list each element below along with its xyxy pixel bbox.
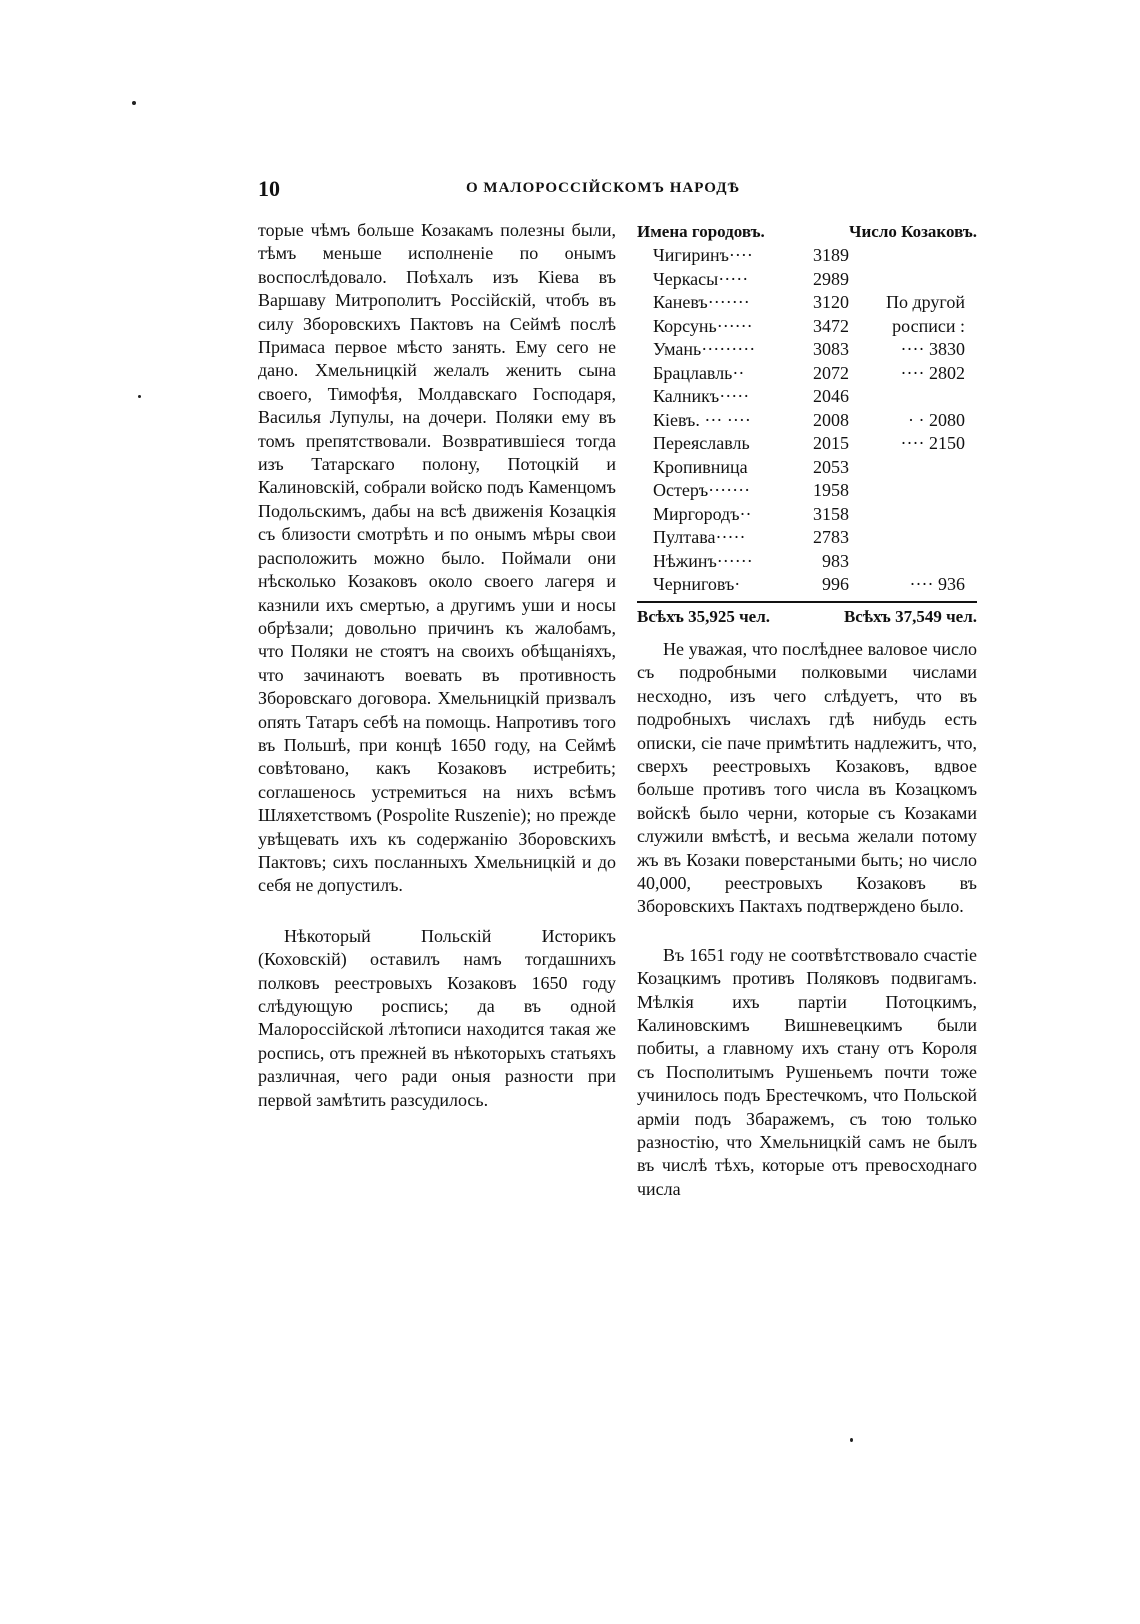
city-name: Чигиринъ····: [653, 245, 753, 265]
cossack-count: 3083: [813, 339, 850, 359]
cossack-count: 3158: [813, 503, 850, 524]
cossack-count: 983: [822, 550, 850, 571]
city-name: Пултава·····: [653, 527, 746, 547]
cossack-count: 2015: [813, 433, 850, 453]
cossack-count: 996: [822, 574, 850, 594]
cossack-count: 2783: [813, 527, 850, 547]
other-list-count: [849, 385, 977, 409]
other-list-count: ···· 936: [909, 574, 965, 594]
city-name: Кіевъ. ··· ····: [653, 409, 751, 430]
city-name: Переяславль: [653, 433, 750, 453]
right-paragraph-1: Не уважая, что послѣднее валовое число съ подробными полковыми числами несходно, изъ чего слѣдуетъ, что въ подробныхъ числахъ гдѣ нибудь есть описки, сіе паче примѣтить надлежитъ, что, сверхъ реестровыхъ Козаковъ, вдвое больше противъ того числа въ Козацкомъ войскѣ было черни, которые съ Козаками служили вмѣстѣ, и весьма желали потому жъ въ Козаки поверстаными быть; но число 40,000, реестровыхъ Козаковъ въ Зборовскихъ Пактахъ подтверждено было.: [637, 638, 977, 917]
paragraph-gap: [258, 898, 616, 925]
city-name: Брацлавль··: [653, 362, 745, 383]
table-row: [637, 526, 977, 550]
other-list-count: [849, 456, 977, 480]
table-row: [637, 244, 977, 268]
cossack-count: 2053: [813, 456, 850, 477]
city-name: Черниговъ·: [653, 574, 741, 594]
city-name: Остеръ·······: [653, 480, 751, 500]
right-paragraph-2: Въ 1651 году не соотвѣтствовало счастіе Козацкимъ противъ Поляковъ подвигамъ. Мѣлкія ихъ партіи Потоцкимъ, Калиновскимъ Вишневецкимъ были побиты, а главному ихъ стану отъ Короля съ Посполитымъ Рушеньемъ почти тоже учинилось подъ Брестечкомъ, что Польской арміи подъ Збаражемъ, съ тою только разностію, что Хмельницкій самъ не былъ въ числѣ тѣхъ, которые отъ превосходнаго числа: [637, 944, 977, 1199]
city-name: Нѣжинъ······: [653, 550, 753, 571]
city-name: Умань·········: [653, 339, 756, 359]
table-body: [637, 244, 977, 597]
ink-speck: [132, 101, 136, 105]
table-row: [637, 503, 977, 527]
total-first-list: Всѣхъ 35,925 чел.: [637, 606, 771, 626]
city-name: Корсунь······: [653, 315, 753, 336]
regiment-table: [637, 220, 977, 597]
left-paragraph-2: Нѣкоторый Польскій Историкъ (Коховскій) оставилъ намъ тогдашнихъ полковъ реестровыхъ Козаковъ 1650 году слѣдующую роспись; да въ одной Малороссійской лѣтописи находится такая же роспись, отъ прежней въ нѣкоторыхъ статьяхъ различная, чего ради оныя разности при первой замѣтить разсудилось.: [258, 925, 616, 1110]
left-paragraph-1: торые чѣмъ больше Козакамъ полезны были, тѣмъ меньше исполненіе по онымъ воспослѣдовало. Поѣхалъ изъ Кіева въ Варшаву Митрополитъ Россійскій, чтобъ въ силу Зборовскихъ Пактовъ на Сеймѣ послѣ Примаса первое мѣсто занять. Ему сего не дано. Хмельницкій желалъ женить сына своего, Тимофѣя, Молдавскаго Господаря, Василья Лупулы, на дочери. Поляки ему въ томъ препятствовали. Возвратившіеся тогда изъ Татарскаго полону, Потоцкій и Калиновскій, собрали войско подъ Каменцомъ Подольскимъ, дабы на всѣ движенія Козацкія съ близости смотрѣть и по онымъ мѣры свои расположить можно было. Поймали они нѣсколько Козаковъ около своего лагеря и казнили ихъ смертью, а другимъ уши и носы обрѣзали; довольно причинъ къ жалобамъ, что Поляки не стоятъ на своихъ обѣщаніяхъ, что зачинаютъ воевать въ противность Зборовскаго договора. Хмельницкій призвалъ опять Татаръ себѣ на помощь. Напротивъ того въ Польшѣ, при концѣ 1650 году, на Сеймѣ совѣтовано, какъ Козаковъ истребить; соглашенось устремиться на нихъ всѣмъ Шляхетствомъ (Pospolite Ruszenie); но прежде увѣщевать ихъ къ содержанію Зборовскихъ Пактовъ; сихъ посланныхъ Хмельницкій и до себя не допустилъ.: [258, 220, 616, 896]
cossack-count: 3120: [813, 292, 850, 312]
table-row: [637, 385, 977, 409]
other-list-count: · · 2080: [908, 409, 965, 430]
total-second-list: Всѣхъ 37,549 чел.: [843, 606, 977, 626]
table-row: [637, 362, 977, 386]
cossack-count: 3472: [813, 315, 850, 336]
city-name: Кропивница: [653, 456, 748, 477]
cossack-count: 1958: [813, 480, 850, 500]
cossack-count: 2989: [813, 268, 850, 289]
ink-speck: [138, 395, 141, 398]
table-row: [637, 573, 977, 597]
page-number: 10: [258, 176, 280, 201]
city-name: Каневъ·······: [653, 292, 750, 312]
other-list-count: ···· 2802: [900, 362, 965, 383]
table-row: [637, 409, 977, 433]
other-list-count: [849, 268, 977, 292]
left-column: [258, 219, 616, 1112]
cossack-count: 2046: [813, 386, 850, 406]
header-count: Число Козаковъ.: [849, 222, 977, 242]
city-name: Миргородъ··: [653, 503, 752, 524]
right-column: [637, 220, 977, 1201]
table-row: [637, 315, 977, 339]
other-list-label: По другой: [886, 292, 965, 312]
totals-row: [637, 605, 977, 628]
other-list-count: [849, 503, 977, 527]
table-row: [637, 432, 977, 456]
table-row: [637, 456, 977, 480]
other-list-count: ···· 3830: [900, 339, 965, 359]
table-row: [637, 550, 977, 574]
city-name: Калникъ·····: [653, 386, 750, 406]
table-row: [637, 479, 977, 503]
other-list-count: [849, 526, 977, 550]
header-city: Имена городовъ.: [637, 222, 765, 242]
table-row: [637, 338, 977, 362]
table-header-row: [637, 220, 977, 244]
paragraph-gap: [637, 919, 977, 944]
table-row: [637, 291, 977, 315]
other-list-count: ···· 2150: [900, 433, 965, 453]
ink-speck: [850, 1438, 853, 1442]
other-list-count: [849, 315, 977, 339]
other-list-count: [849, 291, 977, 315]
spacer: [637, 628, 977, 638]
cossack-count: 2072: [813, 362, 850, 383]
page-header: [258, 176, 972, 208]
running-title: О МАЛОРОССІЙСКОМЪ НАРОДѢ: [466, 180, 741, 196]
cossack-count: 2008: [813, 409, 850, 430]
cossack-count: 3189: [813, 245, 850, 265]
city-name: Черкасы·····: [653, 268, 749, 289]
other-list-label: росписи :: [892, 315, 965, 336]
other-list-count: [849, 479, 977, 503]
other-list-count: [849, 550, 977, 574]
total-rule: [637, 601, 977, 603]
other-list-count: [849, 244, 977, 268]
table-row: [637, 268, 977, 292]
